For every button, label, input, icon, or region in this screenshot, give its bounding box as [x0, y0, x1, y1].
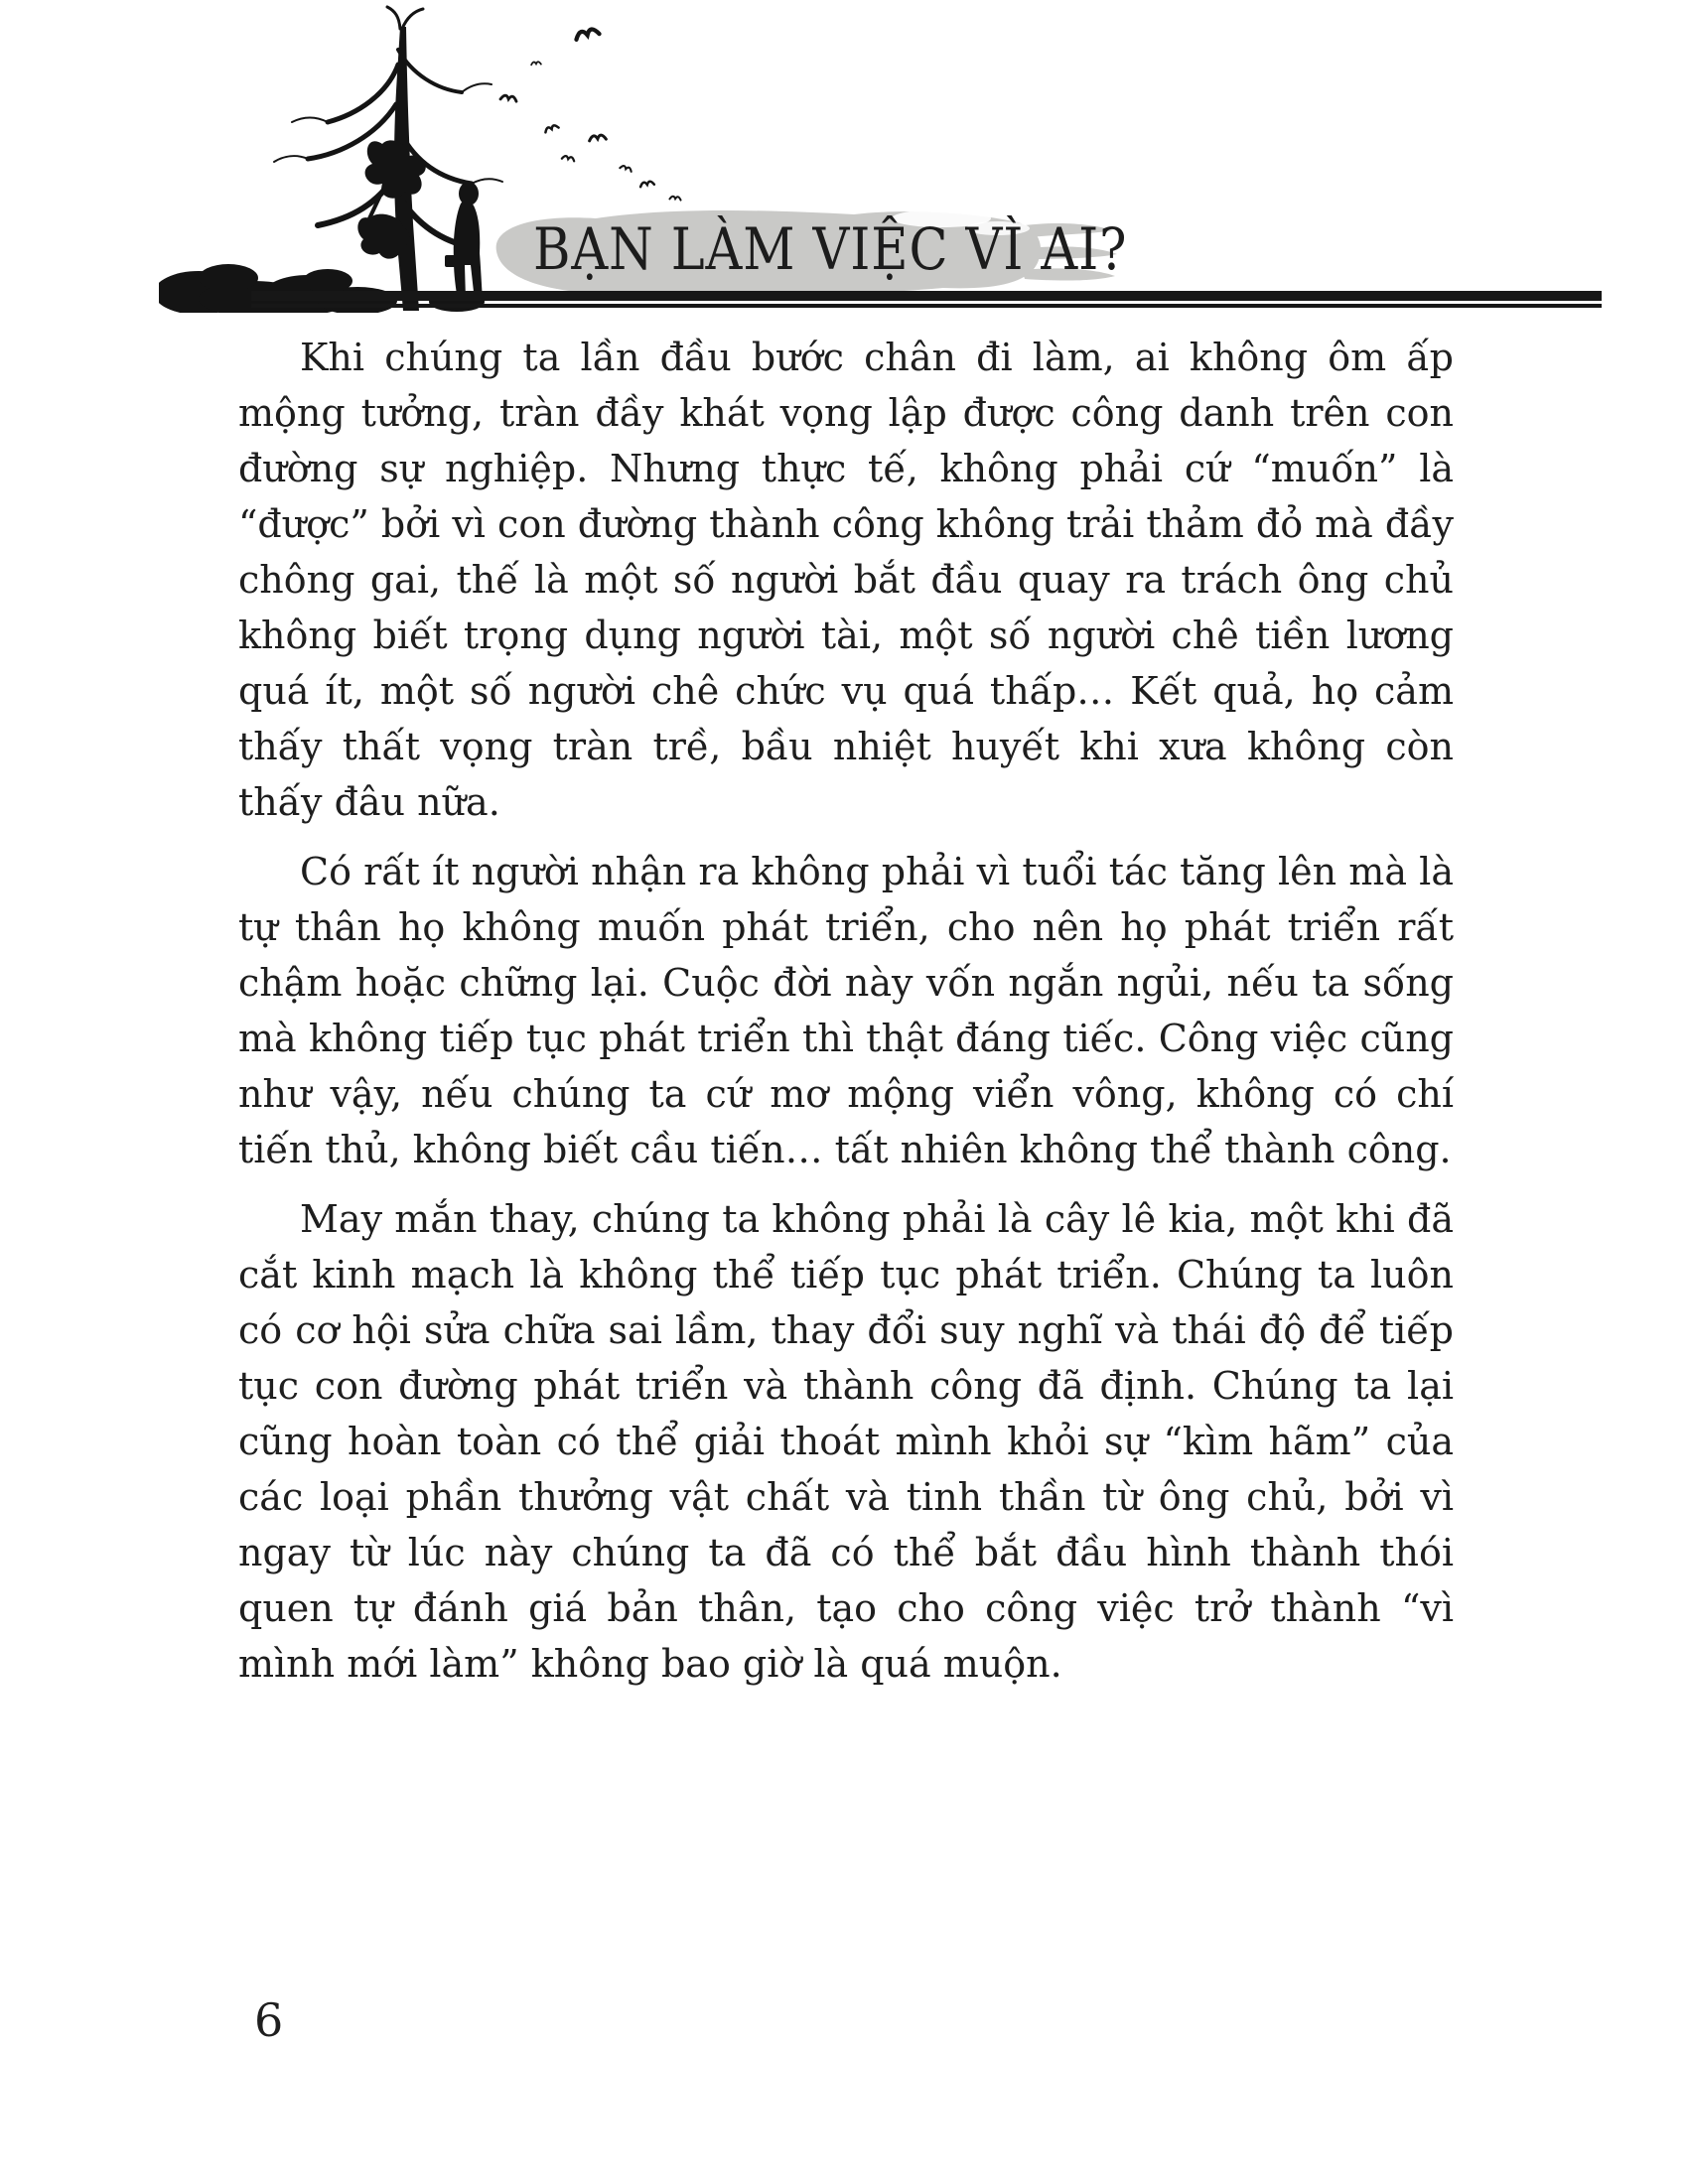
tree-silhouette — [274, 7, 502, 311]
page-number: 6 — [254, 1993, 284, 2047]
body-text — [238, 330, 1454, 1706]
header-rule-thin — [251, 304, 1602, 308]
header-rule — [251, 291, 1602, 309]
chapter-title: BẠN LÀM VIỆC VÌ AI? — [533, 215, 1128, 283]
header-rule-thick — [251, 291, 1602, 301]
paragraph-2: Có rất ít người nhận ra không phải vì tuổi tác tăng lên mà là tự thân họ không muốn phát triển, cho nên họ phát triển rất chậm hoặc chững lại. Cuộc đời này vốn ngắn ngủi, nếu ta sống mà không tiếp tục phát triển thì thật đáng tiếc. Công việc cũng như vậy, nếu chúng ta cứ mơ mộng viển vông, không có chí tiến thủ, không biết cầu tiến… tất nhiên không thể thành công. — [238, 850, 1454, 1171]
paragraph-1: Khi chúng ta lần đầu bước chân đi làm, ai không ôm ấp mộng tưởng, tràn đầy khát vọng lập được công danh trên con đường sự nghiệp. Nhưng thực tế, không phải cứ “muốn” là “được” bởi vì con đường thành công không trải thảm đỏ mà đầy chông gai, thế là một số người bắt đầu quay ra trách ông chủ không biết trọng dụng người tài, một số người chê tiền lương quá ít, một số người chê chức vụ quá thấp… Kết quả, họ cảm thấy thất vọng tràn trề, bầu nhiệt huyết khi xưa không còn thấy đâu nữa. — [238, 336, 1454, 824]
paragraph-3: May mắn thay, chúng ta không phải là cây lê kia, một khi đã cắt kinh mạch là không thể tiếp tục phát triển. Chúng ta luôn có cơ hội sửa chữa sai lầm, thay đổi suy nghĩ và thái độ để tiếp tục con đường phát triển và thành công đã định. Chúng ta lại cũng hoàn toàn có thể giải thoát mình khỏi sự “kìm hãm” của các loại phần thưởng vật chất và tinh thần từ ông chủ, bởi vì ngay từ lúc này chúng ta đã có thể bắt đầu hình thành thói quen tự đánh giá bản thân, tạo cho công việc trở thành “vì mình mới làm” không bao giờ là quá muộn. — [238, 1197, 1454, 1686]
